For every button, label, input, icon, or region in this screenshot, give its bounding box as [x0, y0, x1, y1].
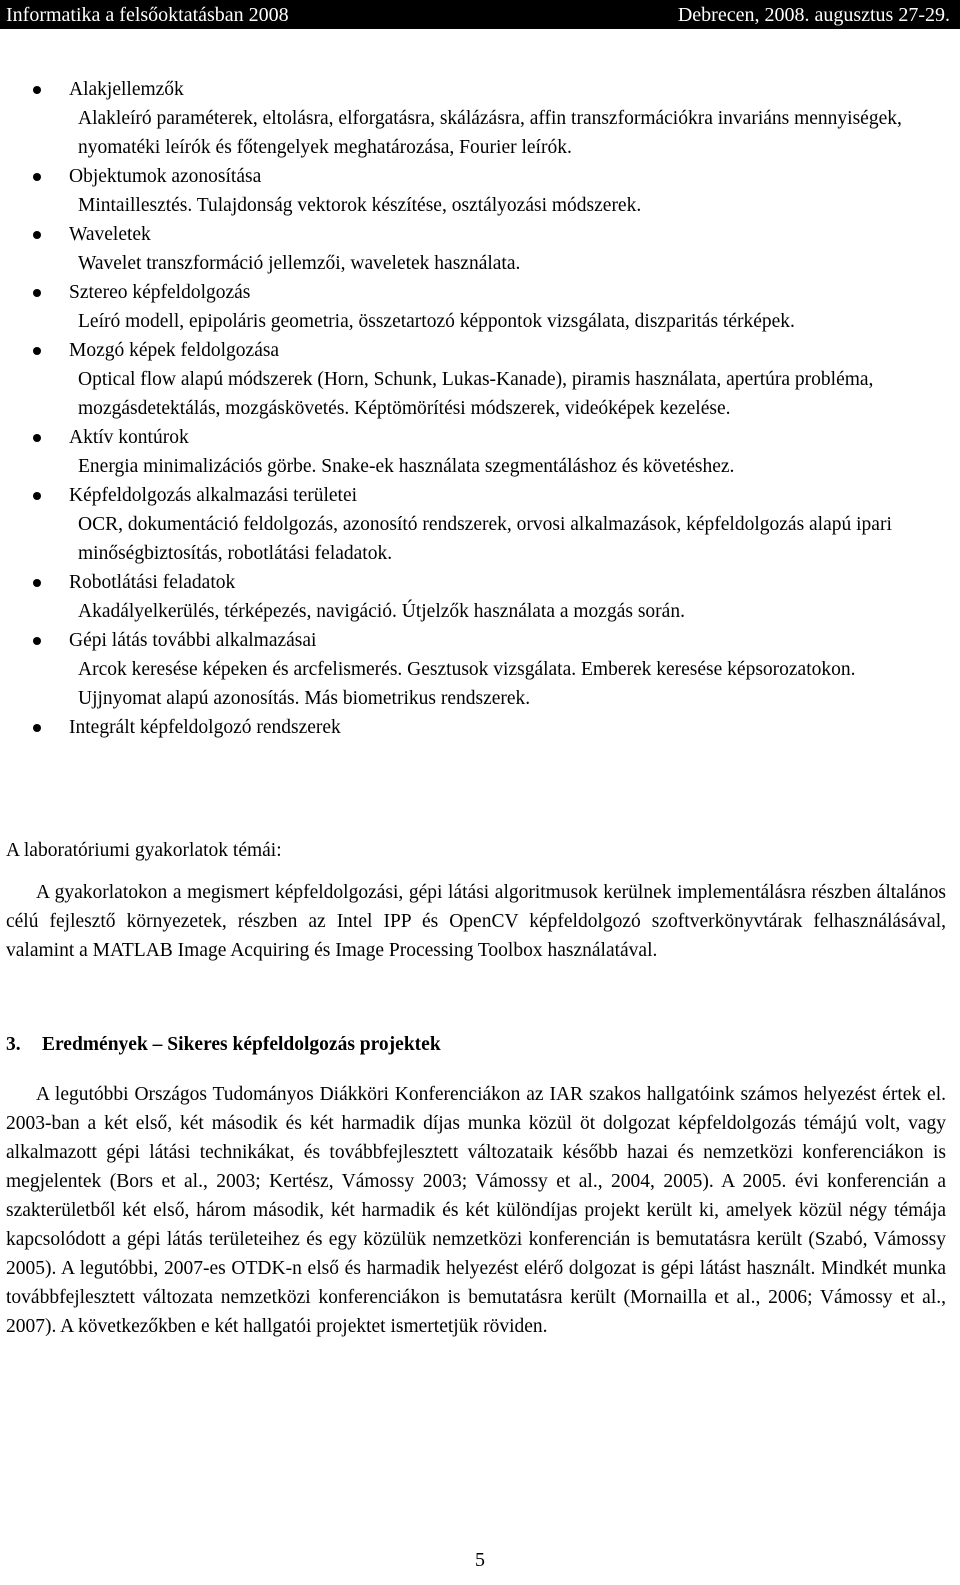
list-item — [0, 336, 960, 423]
topic-description: Optical flow alapú módszerek (Horn, Schunk, Lukas-Kanade), piramis használata, apertúra probléma, mozgásdetektálás, mozgáskövetés. Képtömörítési módszerek, videóképek kezelése. — [78, 369, 874, 419]
bullet-icon — [33, 173, 41, 181]
topic-title: Robotlátási feladatok — [69, 572, 236, 593]
topic-description: Leíró modell, epipoláris geometria, összetartozó képpontok vizsgálata, diszparitás térképek. — [78, 311, 795, 332]
lab-topics-heading: A laboratóriumi gyakorlatok témái: — [6, 840, 282, 861]
topic-description: Akadályelkerülés, térképezés, navigáció. Útjelzők használata a mozgás során. — [78, 601, 685, 622]
topic-description: Wavelet transzformáció jellemzői, waveletek használata. — [78, 253, 521, 274]
bullet-icon — [33, 724, 41, 732]
topic-title: Objektumok azonosítása — [69, 166, 262, 187]
topic-list — [0, 75, 960, 742]
section-number: 3. — [6, 1034, 21, 1055]
list-item — [0, 75, 960, 162]
bullet-icon — [33, 579, 41, 587]
bullet-icon — [33, 231, 41, 239]
topic-description: Energia minimalizációs görbe. Snake-ek használata szegmentáláshoz és követéshez. — [78, 456, 735, 477]
topic-description: Arcok keresése képeken és arcfelismerés. Gesztusok vizsgálata. Emberek keresése képsorozatokon. Ujjnyomat alapú azonosítás. Más biometrikus rendszerek. — [78, 659, 856, 709]
bullet-icon — [33, 86, 41, 94]
topic-title: Sztereo képfeldolgozás — [69, 282, 251, 303]
bullet-icon — [33, 637, 41, 645]
bullet-icon — [33, 289, 41, 297]
list-item — [0, 423, 960, 481]
header-conference-title: Informatika a felsőoktatásban 2008 — [6, 4, 289, 26]
page-number: 5 — [475, 1549, 485, 1571]
section-heading — [6, 1030, 441, 1059]
list-item — [0, 278, 960, 336]
section-title: Eredmények – Sikeres képfeldolgozás projektek — [42, 1034, 441, 1055]
topic-title: Gépi látás további alkalmazásai — [69, 630, 317, 651]
bullet-icon — [33, 434, 41, 442]
bullet-icon — [33, 492, 41, 500]
topic-description: Mintaillesztés. Tulajdonság vektorok készítése, osztályozási módszerek. — [78, 195, 642, 216]
topic-description: Alakleíró paraméterek, eltolásra, elforgatásra, skálázásra, affin transzformációkra invariáns mennyiségek, nyomatéki leírók és főtengelyek meghatározása, Fourier leírók. — [78, 108, 902, 158]
list-item — [0, 713, 960, 742]
list-item — [0, 481, 960, 568]
bullet-icon — [33, 347, 41, 355]
topic-title: Waveletek — [69, 224, 151, 245]
topic-title: Aktív kontúrok — [69, 427, 189, 448]
results-paragraph: A legutóbbi Országos Tudományos Diákköri Konferenciákon az IAR szakos hallgatóink számos helyezést értek el. 2003-ban a két első, két második és két harmadik díjas munka közül öt dolgozat képfeldolgozás témájú volt, vagy alkalmazott gépi látási technikákat, és továbbfejlesztett változataik később hazai és nemzetközi konferenciákon is megjelentek (Bors et al., 2003; Kertész, Vámossy 2003; Vámossy et al., 2004, 2005). A 2005. évi konferencián a szakterületből két első, három második, két harmadik és két különdíjas projekt került ki, amelyek közül négy témája kapcsolódott a gépi látás területeihez és egy közülük nemzetközi konferencián is bemutatásra került (Szabó, Vámossy 2005). A legutóbbi, 2007-es OTDK-n első és harmadik helyezést elérő dolgozat is gépi látást használt. Mindkét munka továbbfejlesztett változata nemzetközi konferenciákon is bemutatásra került (Mornailla et al., 2006; Vámossy et al., 2007). A következőkben e két hallgatói projektet ismertetjük röviden. — [6, 1084, 946, 1337]
lab-paragraph: A gyakorlatokon a megismert képfeldolgozási, gépi látási algoritmusok kerülnek implementálásra részben általános célú fejlesztő környezetek, részben az Intel IPP és OpenCV képfeldolgozó szoftverkönyvtárak felhasználásával, valamint a MATLAB Image Acquiring és Image Processing Toolbox használatával. — [6, 882, 946, 961]
list-item — [0, 162, 960, 220]
topic-title: Mozgó képek feldolgozása — [69, 340, 280, 361]
topic-title: Képfeldolgozás alkalmazási területei — [69, 485, 358, 506]
list-item — [0, 568, 960, 626]
header-location-date: Debrecen, 2008. augusztus 27-29. — [677, 4, 950, 26]
list-item — [0, 220, 960, 278]
topic-description: OCR, dokumentáció feldolgozás, azonosító rendszerek, orvosi alkalmazások, képfeldolgozás alapú ipari minőségbiztosítás, robotlátási feladatok. — [78, 514, 892, 564]
topic-title: Integrált képfeldolgozó rendszerek — [69, 717, 341, 738]
list-item — [0, 626, 960, 713]
topic-title: Alakjellemzők — [69, 79, 184, 100]
page-header — [0, 0, 960, 29]
